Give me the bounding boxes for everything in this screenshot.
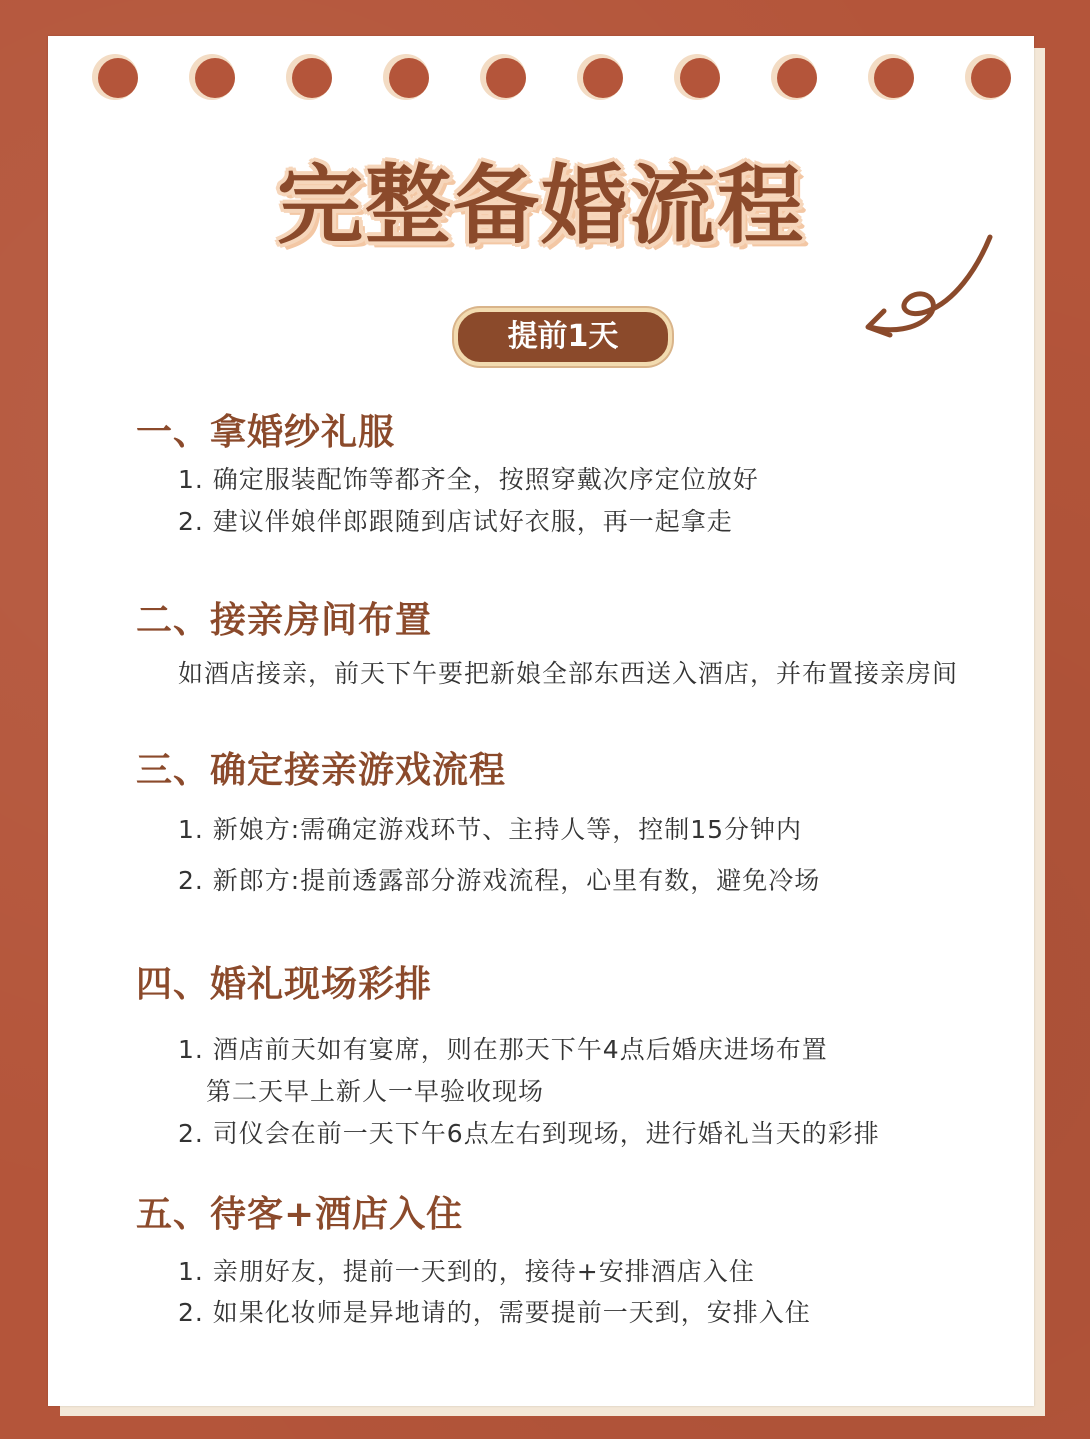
section-heading: 一、拿婚纱礼服 <box>136 412 396 453</box>
list-item: 2. 如果化妆师是异地请的，需要提前一天到，安排入住 <box>178 1298 811 1327</box>
list-item: 2. 新郎方:提前透露部分游戏流程，心里有数，避免冷场 <box>178 866 821 895</box>
binder-hole <box>771 54 817 100</box>
curly-arrow-icon <box>858 231 1008 341</box>
binder-hole <box>577 54 623 100</box>
binder-hole <box>383 54 429 100</box>
list-item: 1. 亲朋好友，提前一天到的，接待+安排酒店入住 <box>178 1257 755 1286</box>
time-badge: 提前1天 <box>454 308 672 366</box>
page-title: 完整备婚流程 <box>277 156 805 256</box>
binder-hole <box>674 54 720 100</box>
note-paper <box>48 36 1034 1406</box>
list-item: 1. 确定服装配饰等都齐全，按照穿戴次序定位放好 <box>178 465 759 494</box>
binder-hole <box>286 54 332 100</box>
list-item: 2. 建议伴娘伴郎跟随到店试好衣服，再一起拿走 <box>178 507 733 536</box>
list-item: 2. 司仪会在前一天下午6点左右到现场，进行婚礼当天的彩排 <box>178 1119 880 1148</box>
binder-hole <box>965 54 1011 100</box>
binder-hole <box>480 54 526 100</box>
binder-holes <box>48 36 1034 146</box>
section-heading: 三、确定接亲游戏流程 <box>136 750 507 791</box>
list-item: 第二天早上新人一早验收现场 <box>206 1077 545 1106</box>
list-item: 如酒店接亲，前天下午要把新娘全部东西送入酒店，并布置接亲房间 <box>178 659 959 688</box>
binder-hole <box>189 54 235 100</box>
section-heading: 五、待客+酒店入住 <box>136 1194 464 1235</box>
list-item: 1. 新娘方:需确定游戏环节、主持人等，控制15分钟内 <box>178 815 803 844</box>
binder-hole <box>868 54 914 100</box>
section-heading: 四、婚礼现场彩排 <box>136 964 433 1005</box>
list-item: 1. 酒店前天如有宴席，则在那天下午4点后婚庆进场布置 <box>178 1035 828 1064</box>
binder-hole <box>92 54 138 100</box>
section-heading: 二、接亲房间布置 <box>136 600 433 641</box>
